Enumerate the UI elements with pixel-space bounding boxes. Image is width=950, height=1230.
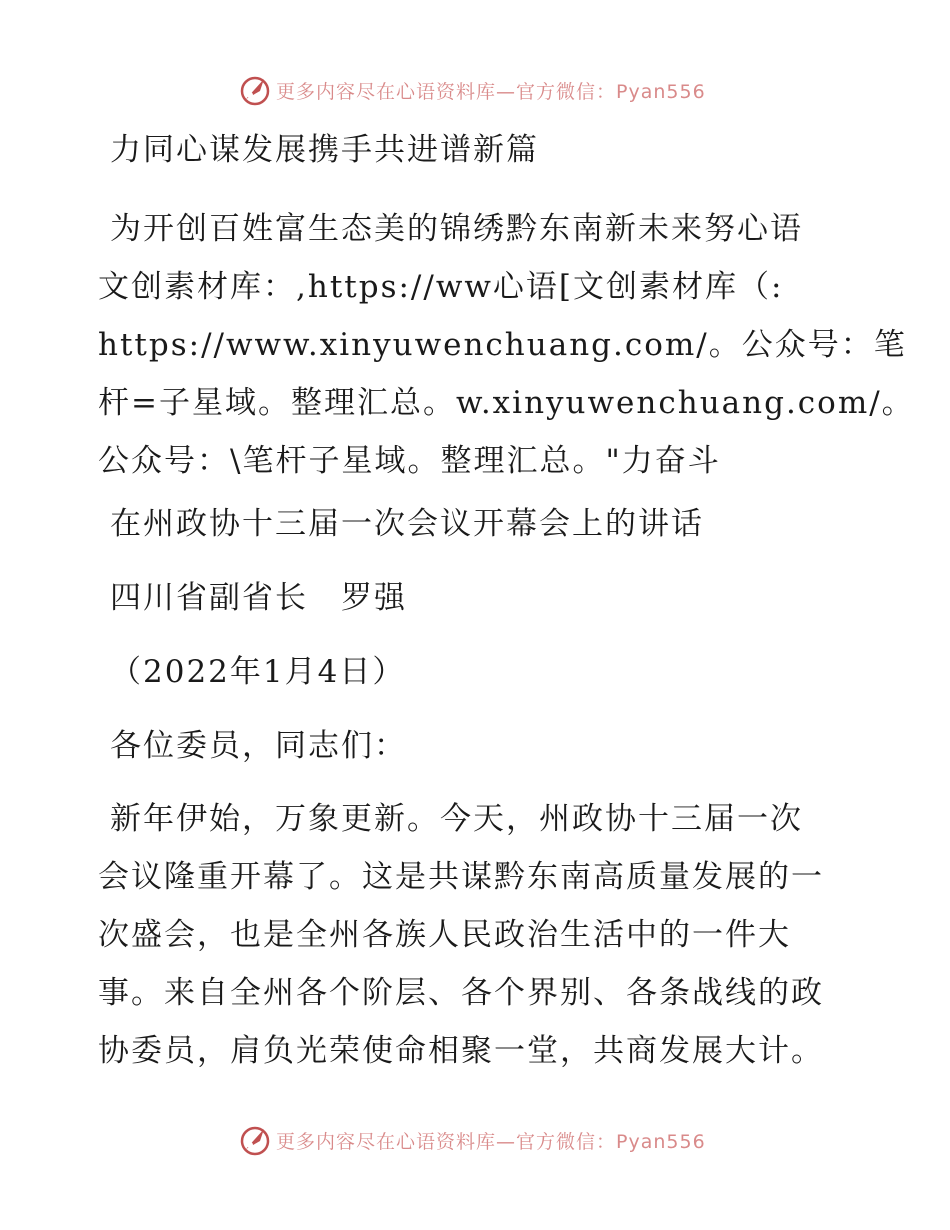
quill-logo-icon — [238, 1123, 272, 1157]
intro-paragraph — [98, 200, 915, 490]
document-body — [98, 124, 915, 1080]
body-line: 协委员，肩负光荣使命相聚一堂，共商发展大计。 — [98, 1033, 824, 1069]
speaker-line: 四川省副省长 罗强 — [110, 580, 407, 616]
intro-line: 为开创百姓富生态美的锦绣黔东南新未来努心语 — [110, 211, 803, 247]
body-line: 新年伊始，万象更新。今天，州政协十三届一次 — [110, 801, 803, 837]
body-line: 事。来自全州各个阶层、各个界别、各条战线的政 — [98, 975, 824, 1011]
date-line: （2022年1月4日） — [110, 654, 406, 690]
watermark-text: 更多内容尽在心语资料库—官方微信：Pyan556 — [276, 80, 706, 103]
body-line: 次盛会，也是全州各族人民政治生活中的一件大 — [98, 917, 791, 953]
intro-line: 杆=子星域。整理汇总。w.xinyuwenchuang.com/。 — [98, 385, 915, 421]
watermark-text: 更多内容尽在心语资料库—官方微信：Pyan556 — [276, 1130, 706, 1153]
body-line: 会议隆重开幕了。这是共谋黔东南高质量发展的一 — [98, 859, 824, 895]
document-title: 力同心谋发展携手共进谱新篇 — [110, 132, 539, 168]
quill-logo-icon — [238, 73, 272, 107]
body-paragraph — [98, 790, 858, 1080]
intro-line: https://www.xinyuwenchuang.com/。公众号：笔 — [98, 327, 907, 363]
watermark-banner-bottom — [238, 1122, 706, 1158]
intro-line: 文创素材库：,https://ww心语[文创素材库（: — [98, 269, 784, 305]
speech-title: 在州政协十三届一次会议开幕会上的讲话 — [110, 506, 704, 542]
watermark-banner-top — [238, 72, 706, 108]
greeting-line: 各位委员，同志们： — [110, 728, 407, 764]
intro-line: 公众号：\笔杆子星域。整理汇总。"力奋斗 — [98, 443, 721, 479]
